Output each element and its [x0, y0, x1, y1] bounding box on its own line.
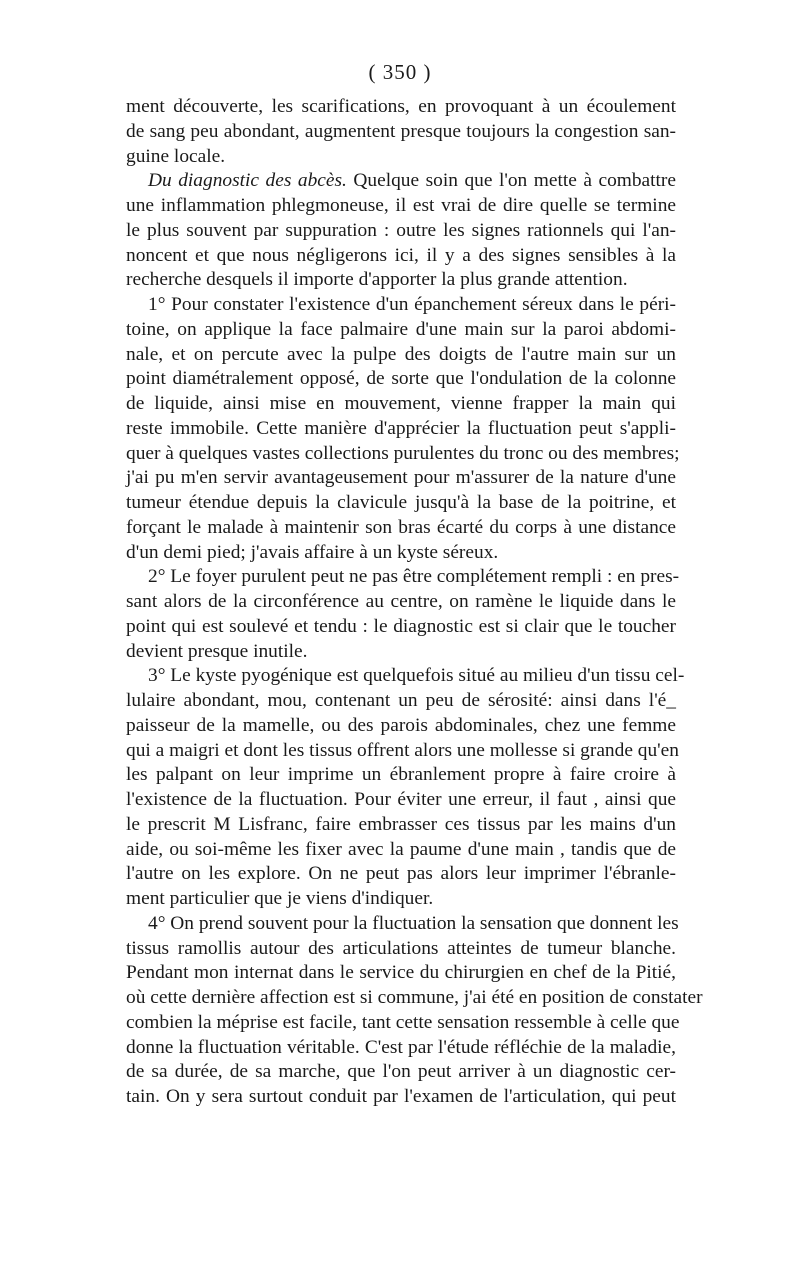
line-text: tain. On y sera surtout conduit par l'examen de l'articulation, qui peut	[126, 1086, 676, 1107]
text-line	[126, 244, 676, 269]
line-text: d'un demi pied; j'avais affaire à un kyste séreux.	[126, 541, 499, 563]
line-text: qui a maigri et dont les tissus offrent alors une mollesse si grande qu'en	[126, 739, 679, 761]
line-text: l'existence de la fluctuation. Pour éviter une erreur, il faut , ainsi que	[126, 789, 676, 810]
text-line	[126, 268, 676, 293]
page-number: ( 350 )	[368, 60, 432, 84]
text-line	[126, 1011, 680, 1036]
text-line	[126, 491, 676, 516]
line-text: 4° On prend souvent pour la fluctuation la sensation que donnent les	[148, 912, 679, 934]
text-line	[126, 541, 676, 566]
line-text: quer à quelques vastes collections purulentes du tronc ou des membres;	[126, 442, 680, 464]
line-text: recherche desquels il importe d'apporter la plus grande attention.	[126, 269, 628, 291]
line-text: Pendant mon internat dans le service du chirurgien en chef de la Pitié,	[126, 962, 676, 984]
text-line	[126, 95, 676, 120]
text-line	[126, 516, 676, 541]
line-text: lulaire abondant, mou, contenant un peu de sérosité: ainsi dans l'é_	[126, 690, 676, 711]
text-line	[126, 1085, 676, 1110]
text-line	[126, 714, 676, 739]
text-line	[126, 417, 676, 442]
line-text: guine locale.	[126, 145, 226, 167]
text-line	[126, 392, 676, 417]
text-line	[126, 961, 676, 986]
text-line	[126, 565, 680, 590]
line-text: paisseur de la mamelle, ou des parois abdominales, chez une femme	[126, 714, 676, 736]
text-line	[126, 293, 676, 318]
text-line	[126, 664, 685, 689]
line-text: tumeur étendue depuis la clavicule jusqu'à la base de la poitrine, et	[126, 492, 676, 513]
text-line	[126, 343, 676, 368]
text-line	[126, 194, 676, 219]
text-line	[126, 986, 703, 1011]
line-text: point qui est soulevé et tendu : le diagnostic est si clair que le toucher	[126, 615, 676, 637]
line-text: les palpant on leur imprime un ébranlement propre à faire croire à	[126, 764, 676, 786]
text-line	[126, 739, 679, 764]
line-text: ment découverte, les scarifications, en provoquant à un écoulement	[126, 96, 676, 117]
line-text: le prescrit M Lisfranc, faire embrasser ces tissus par les mains d'un	[126, 813, 676, 835]
text-line	[126, 887, 676, 912]
text-line	[126, 145, 676, 170]
text-line	[126, 615, 676, 640]
line-text: noncent et que nous négligerons ici, il y a des signes sensibles à la	[126, 244, 676, 266]
line-text: nale, et on percute avec la pulpe des doigts de l'autre main sur un	[126, 343, 676, 365]
line-text: où cette dernière affection est si commune, j'ai été en position de constater	[126, 987, 703, 1008]
text-line	[126, 862, 676, 887]
text-line	[126, 590, 676, 615]
line-text: l'autre on les explore. On ne peut pas alors leur imprimer l'ébranle-	[126, 863, 676, 885]
line-text: sant alors de la circonférence au centre, on ramène le liquide dans le	[126, 591, 676, 612]
line-text: Quelque soin que l'on mette à combattre	[346, 170, 676, 192]
text-line	[126, 763, 676, 788]
line-text: combien la méprise est facile, tant cette sensation ressemble à celle que	[126, 1011, 680, 1033]
line-text: reste immobile. Cette manière d'apprécier la fluctuation peut s'appli-	[126, 417, 676, 439]
text-line	[126, 120, 676, 145]
line-text: 3° Le kyste pyogénique est quelquefois situé au milieu d'un tissu cel-	[148, 665, 685, 687]
text-line	[126, 1036, 676, 1061]
text-line	[126, 788, 676, 813]
text-line	[126, 640, 676, 665]
text-line	[126, 169, 676, 194]
text-line	[126, 838, 676, 863]
text-line	[126, 367, 676, 392]
line-text: j'ai pu m'en servir avantageusement pour m'assurer de la nature d'une	[126, 467, 676, 489]
text-line	[126, 937, 676, 962]
line-text: aide, ou soi-même les fixer avec la paume d'une main , tandis que de	[126, 838, 676, 860]
line-text: de liquide, ainsi mise en mouvement, vienne frapper la main qui	[126, 393, 676, 414]
line-text: point diamétralement opposé, de sorte que l'ondulation de la colonne	[126, 368, 676, 390]
section-heading: Du diagnostic des abcès.	[148, 170, 347, 192]
line-text: devient presque inutile.	[126, 640, 308, 662]
line-text: le plus souvent par suppuration : outre les signes rationnels qui l'an-	[126, 219, 676, 241]
line-text: forçant le malade à maintenir son bras écarté du corps à une distance	[126, 516, 676, 538]
body-text	[126, 95, 703, 1110]
line-text: de sang peu abondant, augmentent presque toujours la congestion san-	[126, 120, 676, 142]
text-line	[126, 1060, 676, 1085]
text-line	[126, 442, 680, 467]
text-line	[126, 912, 679, 937]
text-line	[126, 689, 676, 714]
line-text: ment particulier que je viens d'indiquer.	[126, 888, 434, 909]
line-text: donne la fluctuation véritable. C'est par l'étude réfléchie de la maladie,	[126, 1036, 676, 1058]
text-line	[126, 318, 676, 343]
line-text: 1° Pour constater l'existence d'un épanchement séreux dans le péri-	[148, 294, 676, 315]
text-line	[126, 219, 676, 244]
text-line	[126, 813, 676, 838]
line-text: tissus ramollis autour des articulations atteintes de tumeur blanche.	[126, 937, 676, 959]
line-text: 2° Le foyer purulent peut ne pas être complétement rempli : en pres-	[148, 566, 680, 588]
line-text: une inflammation phlegmoneuse, il est vrai de dire quelle se termine	[126, 195, 676, 216]
line-text: toine, on applique la face palmaire d'une main sur la paroi abdomi-	[126, 318, 676, 340]
text-line	[126, 466, 676, 491]
line-text: de sa durée, de sa marche, que l'on peut arriver à un diagnostic cer-	[126, 1061, 676, 1083]
